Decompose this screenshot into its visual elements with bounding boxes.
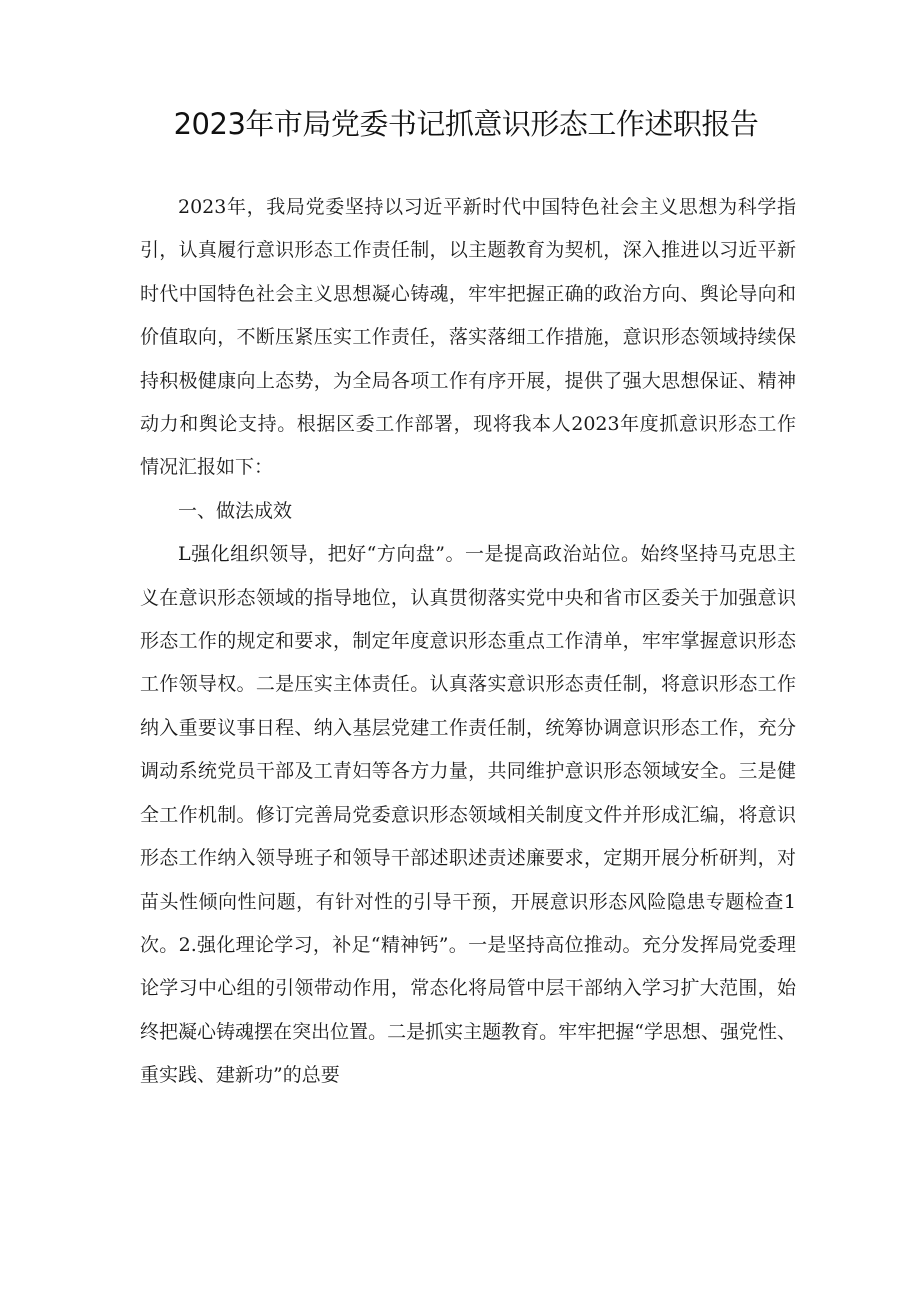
- document-body: [140, 186, 796, 1098]
- document-title: 2023年市局党委书记抓意识形态工作述职报告: [173, 107, 759, 141]
- intro-paragraph: 2023年，我局党委坚持以习近平新时代中国特色社会主义思想为科学指引，认真履行意识形态工作责任制，以主题教育为契机，深入推进以习近平新时代中国特色社会主义思想凝心铸魂，牢牢把握正确的政治方向、舆论导向和价值取向，不断压紧压实工作责任，落实落细工作措施，意识形态领域持续保持积极健康向上态势，为全局各项工作有序开展，提供了强大思想保证、精神动力和舆论支持。根据区委工作部署，现将我本人2023年度抓意识形态工作情况汇报如下：: [140, 196, 796, 479]
- section-heading: 一、做法成效: [178, 499, 293, 522]
- body-paragraph: L强化组织领导，把好“方向盘”。一是提高政治站位。始终坚持马克思主义在意识形态领域的指导地位，认真贯彻落实党中央和省市区委关于加强意识形态工作的规定和要求，制定年度意识形态重点工作清单，牢牢掌握意识形态工作领导权。二是压实主体责任。认真落实意识形态责任制，将意识形态工作纳入重要议事日程、纳入基层党建工作责任制，统筹协调意识形态工作，充分调动系统党员干部及工青妇等各方力量，共同维护意识形态领域安全。三是健全工作机制。修订完善局党委意识形态领域相关制度文件并形成汇编，将意识形态工作纳入领导班子和领导干部述职述责述廉要求，定期开展分析研判，对苗头性倾向性问题，有针对性的引导干预，开展意识形态风险隐患专题检查1次。2.强化理论学习，补足“精神钙”。一是坚持高位推动。充分发挥局党委理论学习中心组的引领带动作用，常态化将局管中层干部纳入学习扩大范围，始终把凝心铸魂摆在突出位置。二是抓实主题教育。牢牢把握“学思想、强党性、重实践、建新功”的总要: [140, 543, 796, 1087]
